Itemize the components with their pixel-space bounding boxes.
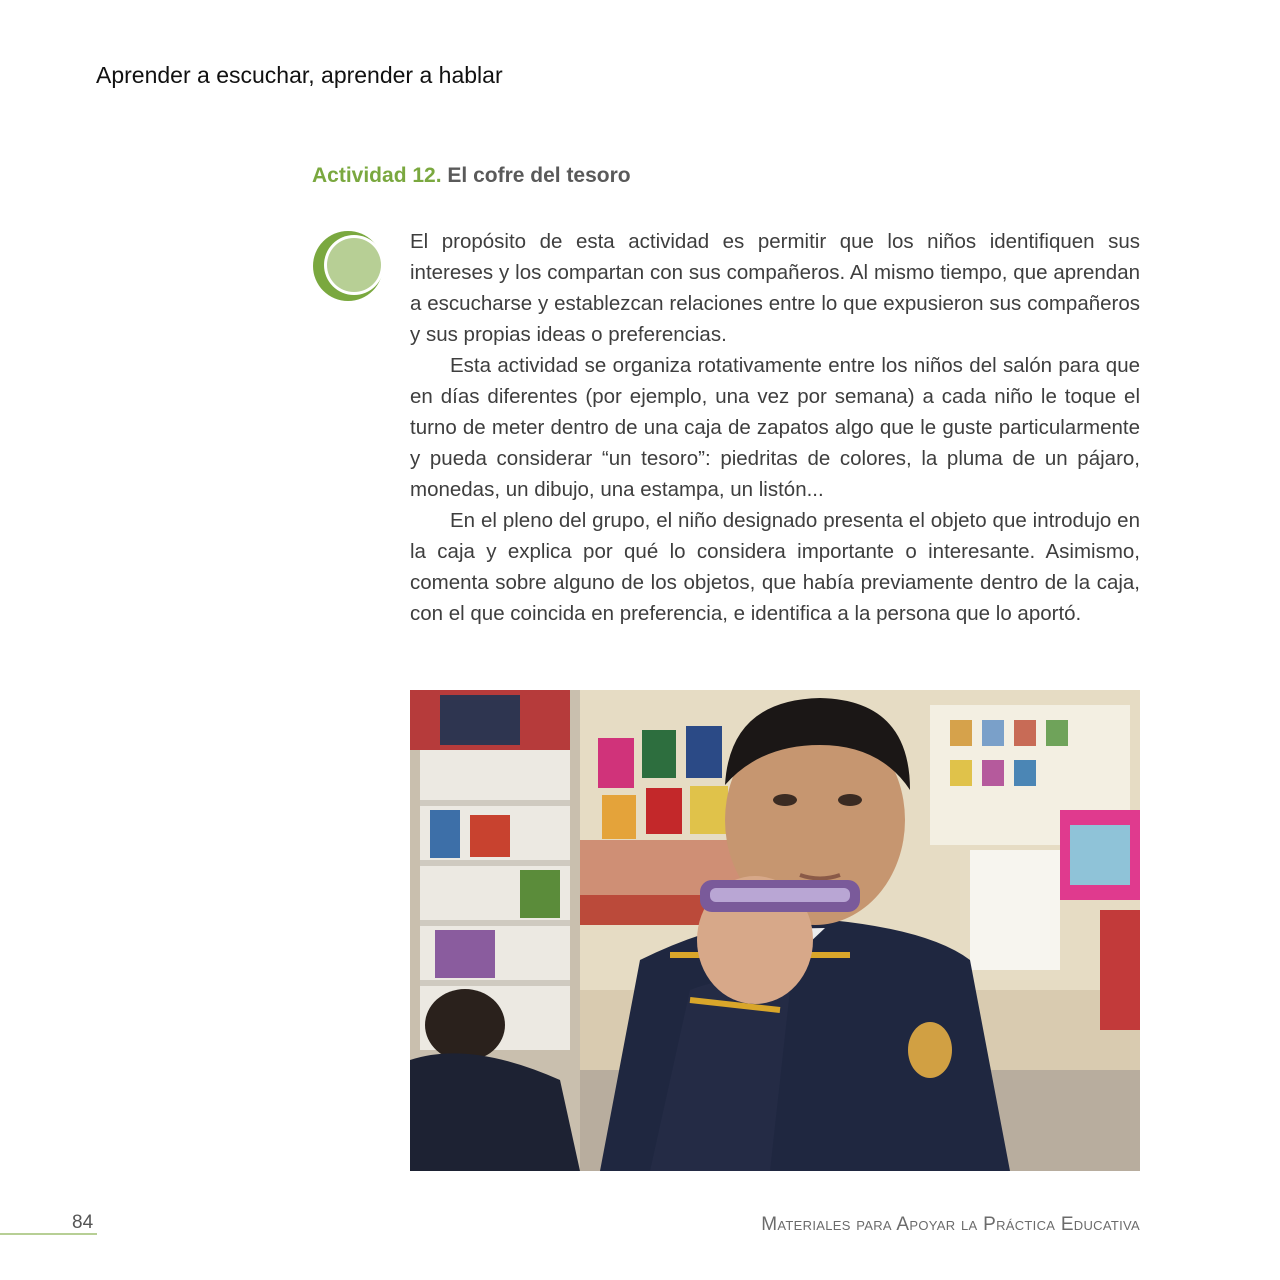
activity-body <box>410 226 1140 629</box>
running-head: Aprender a escuchar, aprender a hablar <box>96 62 503 88</box>
activity-title <box>312 164 631 188</box>
activity-number: Actividad 12. <box>312 164 442 187</box>
footer-title: Materiales para Apoyar la Práctica Educativa <box>761 1214 1140 1235</box>
classroom-photo <box>410 690 1140 1171</box>
paragraph: Esta actividad se organiza rotativamente entre los niños del salón para que en días diferentes (por ejemplo, una vez por semana) a cada niño le toque el turno de meter dentro de una caja de zapatos algo que le guste particularmente y pueda considerar “un tesoro”: piedritas de colores, la pluma de un pájaro, monedas, un dibujo, una estampa, un listón... <box>410 354 1140 501</box>
activity-name: El cofre del tesoro <box>447 164 631 187</box>
paragraph: El propósito de esta actividad es permitir que los niños identifiquen sus intereses y los compartan con sus compañeros. Al mismo tiempo, que aprendan a escucharse y establezcan relaciones entre lo que expusieron sus compañeros y sus propias ideas o preferencias. <box>410 230 1140 346</box>
page-number: 84 <box>72 1212 94 1233</box>
green-circle-icon <box>311 230 387 302</box>
paragraph: En el pleno del grupo, el niño designado presenta el objeto que introdujo en la caja y explica por qué lo considera importante o interesante. Asimismo, comenta sobre alguno de los objetos, que había previamente dentro de la caja, con el que coincida en preferencia, e identifica a la persona que lo aportó. <box>410 509 1140 625</box>
